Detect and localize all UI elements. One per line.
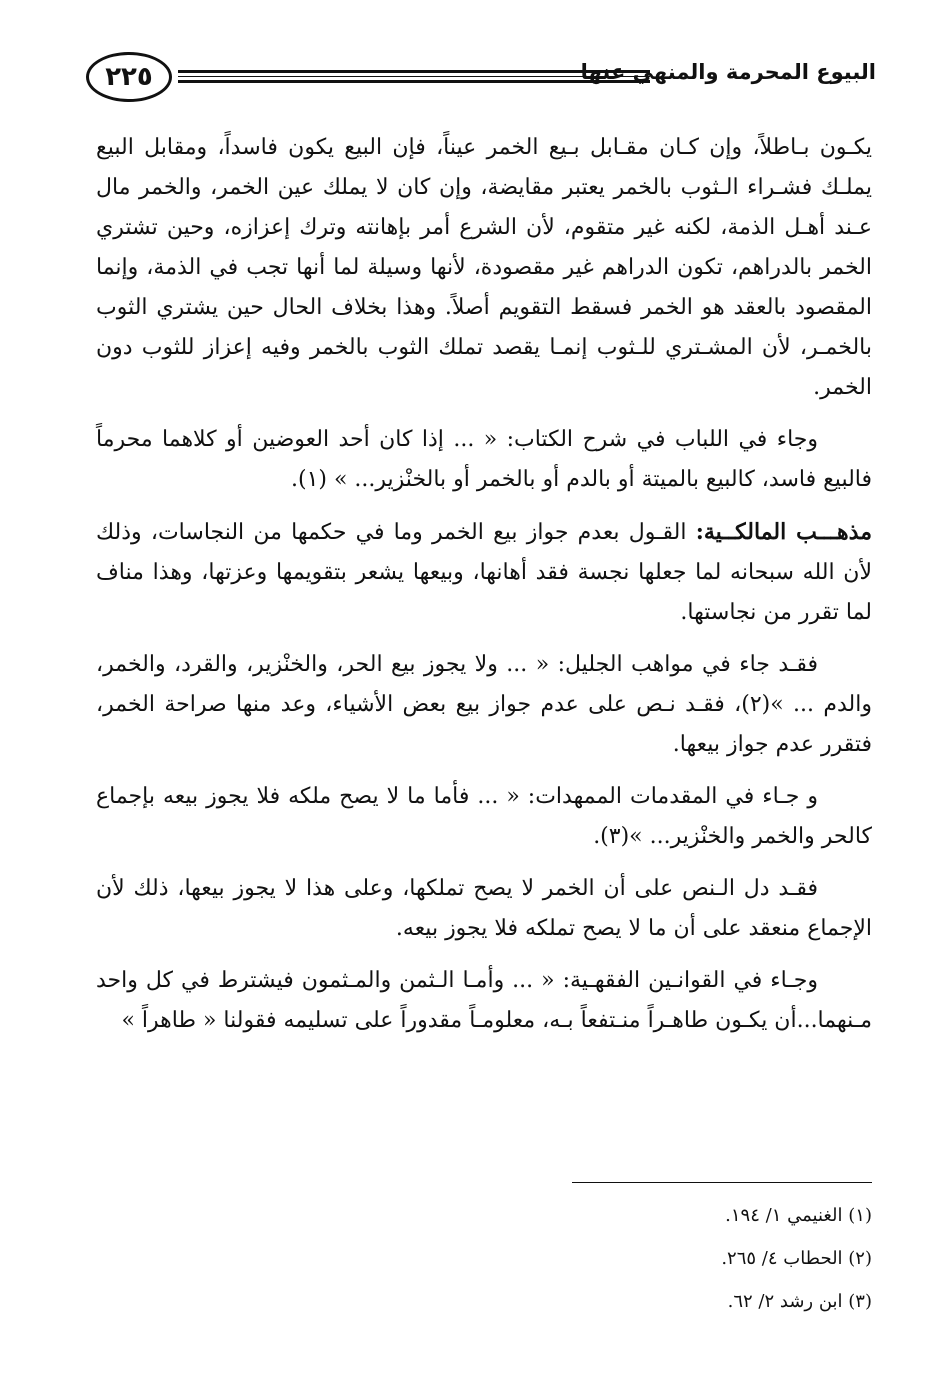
footnote-separator bbox=[572, 1182, 872, 1183]
madhab-heading: مذهـــب المالكــية: bbox=[695, 519, 872, 545]
page-header bbox=[86, 52, 876, 108]
paragraph-6: فقـد دل الـنص على أن الخمر لا يصح تملكها، وعلى هذا لا يجوز بيعها، ذلك لأن الإجماع منعقد على أن ما لا يصح تملكه فلا يجوز بيعه. bbox=[96, 876, 872, 941]
footnote-3: (٣) ابن رشد ٢/ ٦٢. bbox=[727, 1291, 872, 1312]
footnotes bbox=[500, 1194, 872, 1323]
body-text bbox=[96, 128, 872, 1053]
footnote-1: (١) الغنيمي ١/ ١٩٤. bbox=[725, 1205, 872, 1226]
paragraph-5: و جـاء في المقدمات الممهدات: « ... فأما ما لا يصح ملكه فلا يجوز بيعه بإجماع كالحر والخمر والخنْزير... »(٣). bbox=[96, 784, 872, 849]
paragraph-7: وجـاء في القوانـين الفقهـية: « ... وأمـا الـثمن والمـثمون فيشترط في كل واحد مـنهما...أن يكـون طاهـراً منـتفعاً بـه، معلومـاً مقدوراً على تسليمه فقولنا « طاهراً » bbox=[96, 968, 872, 1033]
page-number: ٢٢٥ bbox=[105, 62, 153, 92]
paragraph-3-text: القـول بعدم جواز بيع الخمر وما في حكمها من النجاسات، وذلك لأن الله سبحانه لما جعلها نجسة فقد أهانها، وبيعها يشعر بتقويمها وعزتها، وهذا مناف لما تقرر من نجاستها. bbox=[96, 520, 872, 625]
header-rule bbox=[178, 70, 650, 84]
page-number-frame bbox=[86, 52, 172, 102]
paragraph-3 bbox=[96, 512, 872, 633]
paragraph-4: فقـد جاء في مواهب الجليل: « ... ولا يجوز بيع الحر، والخنْزير، والقرد، والخمر، والدم ... »(٢)، فقـد نـص على عدم جواز بيع بعض الأشياء، وعد منها صراحة الخمر، فتقرر عدم جواز بيعها. bbox=[96, 652, 872, 757]
paragraph-2: وجاء في اللباب في شرح الكتاب: « ... إذا كان أحد العوضين أو كلاهما محرماً فالبيع فاسد، كالبيع بالميتة أو بالدم أو بالخمر أو بالخنْزير... » (١). bbox=[96, 427, 872, 492]
footnote-2: (٢) الحطاب ٤/ ٢٦٥. bbox=[721, 1248, 872, 1269]
paragraph-1: يكـون بـاطلاً، وإن كـان مقـابل بـيع الخمر عيناً، فإن البيع يكون فاسداً، ومقابل البيع يملـك فشـراء الـثوب بالخمر يعتبر مقايضة، وإن كان لا يملك عين الخمر، والخمر مال عـند أهـل الذمة، لكنه غير متقوم، لأن الشرع أمر بإهانته وترك إعزازه، وحين تشتري الخمر بالدراهم، تكون الدراهم غير مقصودة، لأنها وسيلة لما أنها تجب في الذمة، وإنما المقصود بالعقد هو الخمر فسقط التقويم أصلاً. وهذا بخلاف الحال حين يشتري الثوب بالخمـر، لأن المشـتري للـثوب إنمـا يقصد تملك الثوب بالخمر وفيه إعزاز للثوب دون الخمر. bbox=[96, 135, 872, 400]
running-title: البيوع المحرمة والمنهي عنها bbox=[580, 60, 876, 84]
